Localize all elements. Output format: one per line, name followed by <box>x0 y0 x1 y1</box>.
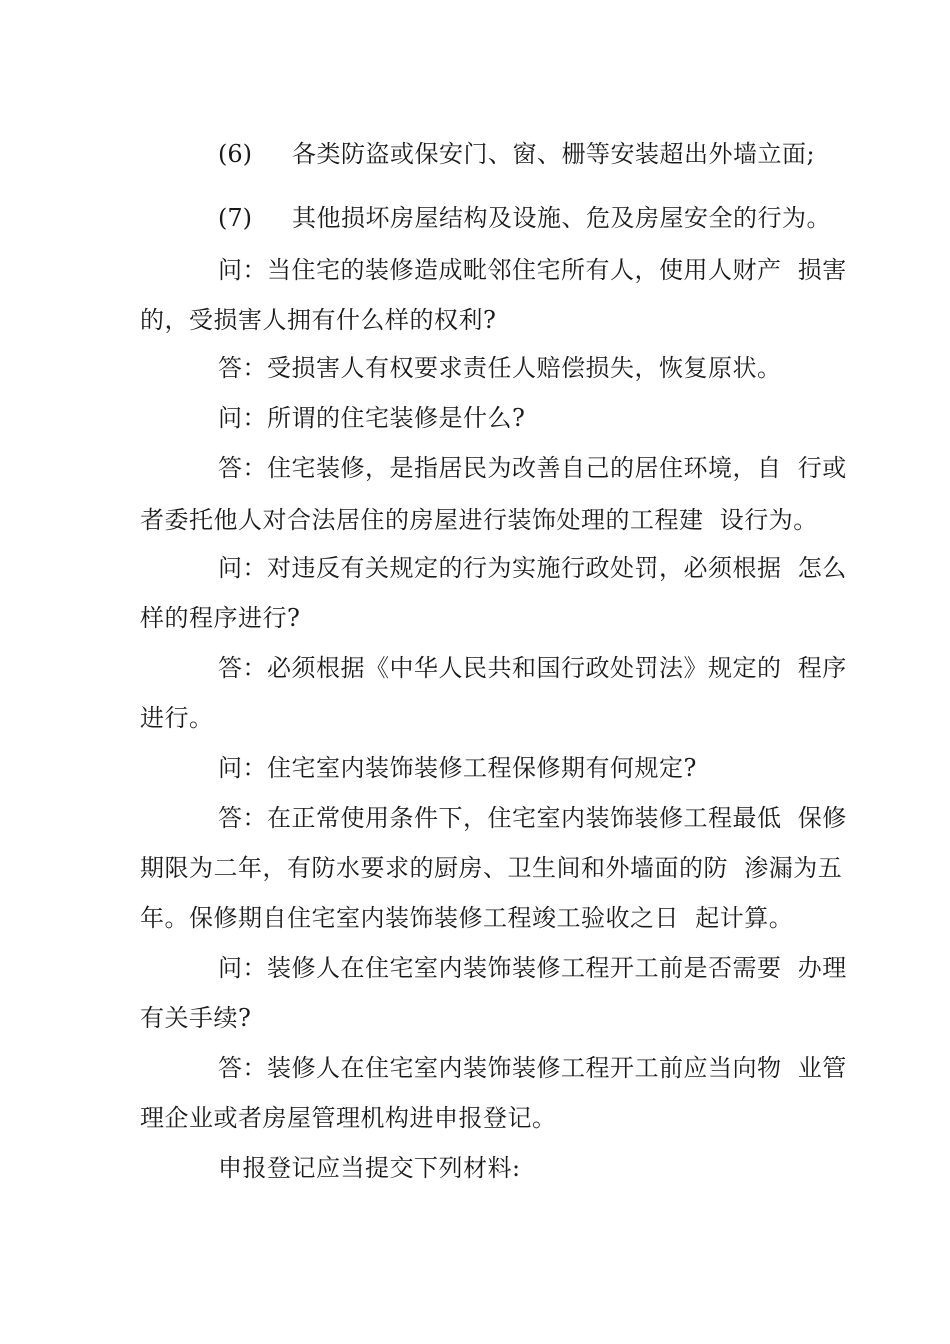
question-line: 问：装修人在住宅室内装饰装修工程开工前是否需要 办理 <box>218 954 847 982</box>
list-item-number: (6) <box>218 140 252 168</box>
question-line: 问：住宅室内装饰装修工程保修期有何规定? <box>218 754 697 782</box>
answer-line: 答：住宅装修，是指居民为改善自己的居住环境，自 行或 <box>218 454 847 482</box>
question-line: 问：所谓的住宅装修是什么? <box>218 404 526 432</box>
question-line: 问：对违反有关规定的行为实施行政处罚，必须根据 怎么 <box>218 554 847 582</box>
list-item-text: 其他损坏房屋结构及设施、危及房屋安全的行为。 <box>292 204 831 232</box>
answer-line: 答：装修人在住宅室内装饰装修工程开工前应当向物 业管 <box>218 1054 847 1082</box>
answer-line: 理企业或者房屋管理机构进申报登记。 <box>140 1104 557 1132</box>
list-item-text: 各类防盗或保安门、窗、栅等安装超出外墙立面; <box>292 140 816 168</box>
answer-line: 答：必须根据《中华人民共和国行政处罚法》规定的 程序 <box>218 654 847 682</box>
question-line: 样的程序进行? <box>140 604 301 632</box>
answer-line: 答：在正常使用条件下，住宅室内装饰装修工程最低 保修 <box>218 804 847 832</box>
answer-line: 答：受损害人有权要求责任人赔偿损失，恢复原状。 <box>218 354 782 382</box>
question-line: 的，受损害人拥有什么样的权利? <box>140 306 497 334</box>
question-line: 问：当住宅的装修造成毗邻住宅所有人，使用人财产 损害 <box>218 256 847 284</box>
answer-line: 期限为二年，有防水要求的厨房、卫生间和外墙面的防 渗漏为五 <box>140 854 843 882</box>
answer-line: 者委托他人对合法居住的房屋进行装饰处理的工程建 设行为。 <box>140 506 818 534</box>
list-item-number: (7) <box>218 204 252 232</box>
answer-line: 进行。 <box>140 704 214 732</box>
question-line: 有关手续? <box>140 1004 252 1032</box>
answer-line: 年。保修期自住宅室内装饰装修工程竣工验收之日 起计算。 <box>140 904 794 932</box>
body-text-line: 申报登记应当提交下列材料: <box>218 1154 521 1182</box>
